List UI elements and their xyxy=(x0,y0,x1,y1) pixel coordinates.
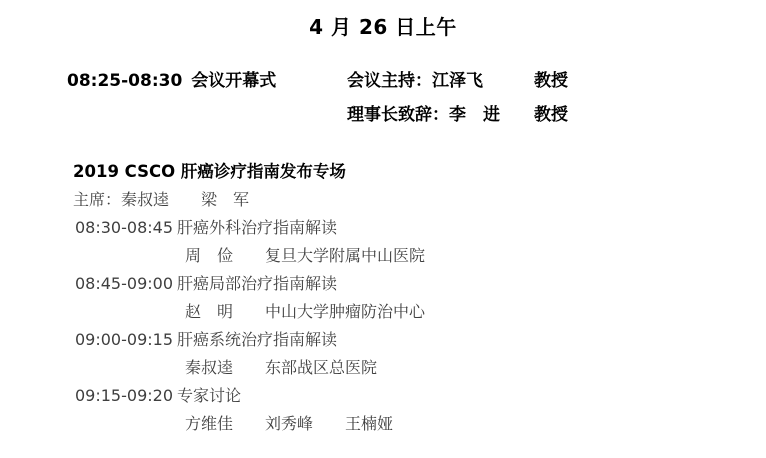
agenda-item-speaker: 周 俭 复旦大学附属中山医院 xyxy=(185,246,426,265)
chairman-speech-line: 理事长致辞：李 进 教授 xyxy=(347,105,568,125)
agenda-item-main xyxy=(75,214,766,242)
agenda-item-topic: 肝癌系统治疗指南解读 xyxy=(177,330,338,349)
agenda-item-time: 09:15-09:20 xyxy=(75,386,173,405)
agenda-item xyxy=(75,270,766,326)
agenda-item-topic: 肝癌局部治疗指南解读 xyxy=(177,274,338,293)
guideline-release-session xyxy=(73,158,766,438)
agenda-item-speaker: 方维佳 刘秀峰 王楠娅 xyxy=(185,414,394,433)
agenda-item-topic: 肝癌外科治疗指南解读 xyxy=(177,218,338,237)
agenda-item-speaker: 赵 明 中山大学肿瘤防治中心 xyxy=(185,302,426,321)
page-title: 4 月 26 日上午 xyxy=(309,15,457,39)
agenda-item xyxy=(75,214,766,270)
agenda-item-main xyxy=(75,382,766,410)
session-title: 2019 CSCO 肝癌诊疗指南发布专场 xyxy=(73,162,346,181)
opening-label: 会议开幕式 xyxy=(191,71,277,91)
agenda-item xyxy=(75,326,766,382)
agenda-document xyxy=(0,14,766,458)
opening-time: 08:25-08:30 xyxy=(67,71,183,91)
agenda-item xyxy=(75,382,766,438)
opening-ceremony-section xyxy=(0,64,766,132)
session-chairs-line: 主席：秦叔逵 梁 军 xyxy=(73,190,250,209)
opening-time-and-title xyxy=(67,64,276,98)
agenda-item-main xyxy=(75,326,766,354)
meeting-host-line: 会议主持：江泽飞 教授 xyxy=(347,71,568,91)
opening-hosts xyxy=(347,64,568,132)
agenda-item-topic: 专家讨论 xyxy=(177,386,242,405)
agenda-item-speaker: 秦叔逵 东部战区总医院 xyxy=(185,358,378,377)
agenda-item-time: 08:30-08:45 xyxy=(75,218,173,237)
agenda-item-time: 08:45-09:00 xyxy=(75,274,173,293)
agenda-item-main xyxy=(75,270,766,298)
agenda-item-time: 09:00-09:15 xyxy=(75,330,173,349)
